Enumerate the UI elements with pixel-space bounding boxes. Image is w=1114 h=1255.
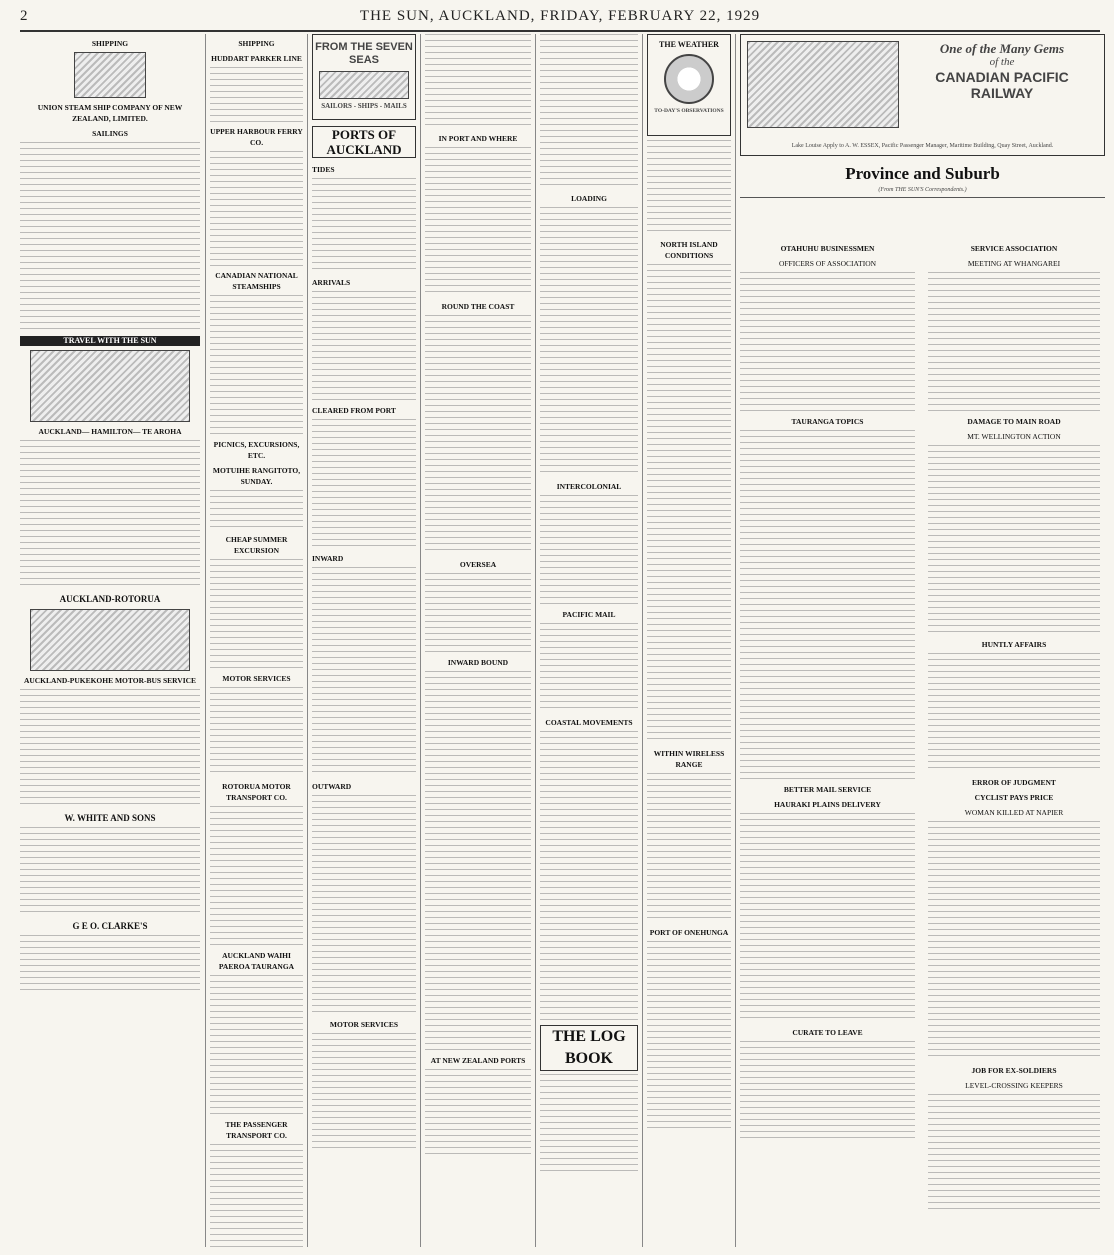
in-port-text <box>425 147 531 297</box>
column-loading <box>540 34 638 1249</box>
sailings-heading: SAILINGS <box>92 129 128 138</box>
province-left <box>740 239 915 1141</box>
pacific-mail-text <box>540 623 638 713</box>
damage-text <box>928 445 1100 635</box>
weather-heading: THE WEATHER <box>659 40 719 49</box>
rotorua-transport-heading: ROTORUA MOTOR TRANSPORT CO. <box>222 782 291 802</box>
harbour-heading: UPPER HARBOUR FERRY CO. <box>210 127 303 147</box>
tauranga-text <box>740 430 915 610</box>
column-shipping-1 <box>20 34 200 1249</box>
cnr-text <box>210 295 303 435</box>
wireless-text <box>647 773 731 923</box>
province-heading: Province and Suburb <box>845 164 1000 183</box>
barometer-icon <box>664 54 714 104</box>
bus-illustration <box>30 609 190 671</box>
level-heading: LEVEL-CROSSING KEEPERS <box>965 1081 1063 1090</box>
banner-subtitle: SAILORS - SHIPS - MAILS <box>321 102 407 110</box>
tides-heading: TIDES <box>312 165 335 174</box>
masthead-title: THE SUN, AUCKLAND, FRIDAY, FEBRUARY 22, 1929 <box>359 8 761 24</box>
section-heading: SHIPPING <box>91 39 129 48</box>
top-text <box>540 34 638 189</box>
clarke-text <box>20 935 200 995</box>
log-book-heading: THE LOG BOOK <box>540 1025 638 1071</box>
intercolonial-text <box>540 495 638 605</box>
loading-text <box>540 207 638 477</box>
better-mail-heading: BETTER MAIL SERVICE <box>783 785 872 794</box>
page-number: 2 <box>20 8 28 24</box>
inward-heading: INWARD <box>312 554 344 563</box>
otahuhu-heading: OTAHUHU BUSINESSMEN <box>780 244 875 253</box>
ship-illustration <box>319 71 409 99</box>
column-rule <box>307 34 308 1247</box>
damage-heading: DAMAGE TO MAIN ROAD <box>967 417 1061 426</box>
in-port-heading: IN PORT AND WHERE <box>438 134 518 143</box>
auckland-hamilton-text <box>20 440 200 590</box>
log-book-text <box>540 1074 638 1174</box>
clarke-heading: G E O. CLARKE'S <box>72 921 148 932</box>
tauranga-heading: TAURANGA TOPICS <box>791 417 864 426</box>
motor-text <box>210 687 303 777</box>
huntly-heading: HUNTLY AFFAIRS <box>981 640 1047 649</box>
banner-title: FROM THE SEVEN SEAS <box>315 41 413 66</box>
sailings-text <box>20 142 200 332</box>
outward-heading: OUTWARD <box>312 782 352 791</box>
cheap-text <box>210 559 303 669</box>
picnics-heading: PICNICS, EXCURSIONS, ETC. <box>213 440 300 460</box>
column-rule <box>735 34 736 1247</box>
officers-heading: OFFICERS OF ASSOCIATION <box>778 259 877 268</box>
huddart-heading: HUDDART PARKER LINE <box>211 54 302 63</box>
inward-bound-text <box>425 671 531 1051</box>
job-heading: JOB FOR EX-SOLDIERS <box>971 1066 1057 1075</box>
motor-services-heading: MOTOR SERVICES <box>329 1020 399 1029</box>
column-rule <box>642 34 643 1247</box>
cp-headline <box>906 41 1098 101</box>
intercolonial-heading: INTERCOLONIAL <box>556 482 622 491</box>
passenger-text <box>210 1144 303 1249</box>
woman-heading: WOMAN KILLED AT NAPIER <box>964 808 1064 817</box>
cleared-heading: CLEARED FROM PORT <box>312 406 396 415</box>
pacific-mail-heading: PACIFIC MAIL <box>562 610 616 619</box>
weather-box <box>647 34 731 136</box>
rangitoto-text <box>210 490 303 530</box>
passenger-heading: THE PASSENGER TRANSPORT CO. <box>225 1120 288 1140</box>
huddart-text <box>210 67 303 122</box>
error-text <box>928 821 1100 1061</box>
oversea-text <box>425 573 531 653</box>
pukekohe-text <box>20 689 200 809</box>
column-rule <box>535 34 536 1247</box>
column-in-port <box>425 34 531 1249</box>
cp-line1: One of the Many Gems <box>939 41 1065 56</box>
column-shipping-2 <box>210 34 303 1249</box>
column-rule <box>205 34 206 1247</box>
waihi-heading: AUCKLAND WAIHI PAEROA TAURANGA <box>218 951 295 971</box>
cleared-text <box>312 419 416 549</box>
service-heading: SERVICE ASSOCIATION <box>970 244 1058 253</box>
in-port-list <box>425 34 531 129</box>
coastal-text <box>540 731 638 1021</box>
observations-heading: TO-DAY'S OBSERVATIONS <box>654 108 724 114</box>
arrivals-heading: ARRIVALS <box>312 278 351 287</box>
motor-heading: MOTOR SERVICES <box>222 674 291 683</box>
north-island-table <box>647 264 731 474</box>
cp-subtitle: Lake Louise Apply to A. W. ESSEX, Pacific Passenger Manager, Maritime Building, Quay Street, Auckland. <box>791 142 1054 149</box>
section-heading: SHIPPING <box>238 39 275 48</box>
curate-heading: CURATE TO LEAVE <box>792 1028 863 1037</box>
province-subheading: (From THE SUN'S Correspondents.) <box>878 187 967 193</box>
arrivals-text <box>312 291 416 401</box>
harbour-text <box>210 151 303 266</box>
outward-text <box>312 795 416 1015</box>
error-heading: ERROR OF JUDGMENT <box>972 778 1056 787</box>
meeting-heading: MEETING AT WHANGAREI <box>967 259 1061 268</box>
otahuhu-text <box>740 272 915 412</box>
waihi-text <box>210 975 303 1115</box>
auckland-hamilton-heading: AUCKLAND— HAMILTON— TE AROHA <box>38 427 182 437</box>
travel-ad-banner: TRAVEL WITH THE SUN <box>20 336 200 346</box>
huntly-text <box>928 653 1100 773</box>
ports-heading: PORTS OF AUCKLAND <box>312 126 416 158</box>
oversea-heading: OVERSEA <box>459 560 497 569</box>
mt-wellington-heading: MT. WELLINGTON ACTION <box>967 432 1061 441</box>
onehunga-text <box>647 941 731 1131</box>
flag-illustration <box>74 52 146 98</box>
hauraki-text <box>740 813 915 1023</box>
shipping-notes-text <box>647 474 731 744</box>
at-ports-heading: AT NEW ZEALAND PORTS <box>430 1056 526 1065</box>
at-ports-text <box>425 1069 531 1159</box>
masthead <box>20 8 1100 32</box>
cyclist-heading: CYCLIST PAYS PRICE <box>974 793 1054 802</box>
motor-services-text <box>312 1033 416 1153</box>
observations-text <box>647 140 731 235</box>
right-section <box>740 34 1105 1249</box>
column-weather <box>647 34 731 1249</box>
coastal-heading: COASTAL MOVEMENTS <box>545 718 633 727</box>
inward-bound-heading: INWARD BOUND <box>447 658 509 667</box>
white-heading: W. WHITE AND SONS <box>64 813 156 824</box>
tides-text <box>312 178 416 273</box>
column-rule <box>420 34 421 1247</box>
hotel-illustration <box>747 41 899 128</box>
loading-heading: LOADING <box>571 194 607 203</box>
cp-brand: CANADIAN PACIFIC RAILWAY <box>935 69 1069 101</box>
service-text <box>928 272 1100 412</box>
curate-text <box>740 1041 915 1141</box>
rangitoto-heading: MOTUIHE RANGITOTO, SUNDAY. <box>212 466 301 486</box>
cp-line2: of the <box>989 56 1015 68</box>
rotorua-heading: AUCKLAND-ROTORUA <box>59 594 161 605</box>
hauraki-heading: HAURAKI PLAINS DELIVERY <box>774 800 881 809</box>
cheap-heading: CHEAP SUMMER EXCURSION <box>225 535 288 555</box>
province-right <box>928 239 1100 1214</box>
column-ports <box>312 34 416 1249</box>
round-coast-heading: ROUND THE COAST <box>441 302 515 311</box>
inward-text <box>312 567 416 777</box>
canadian-pacific-ad <box>740 34 1105 156</box>
cnr-heading: CANADIAN NATIONAL STEAMSHIPS <box>215 271 298 291</box>
pukekohe-heading: AUCKLAND-PUKEKOHE MOTOR-BUS SERVICE <box>23 676 197 686</box>
province-left-text <box>740 610 915 780</box>
seven-seas-banner <box>312 34 416 120</box>
job-text <box>928 1094 1100 1214</box>
white-text <box>20 827 200 917</box>
round-coast-text <box>425 315 531 555</box>
car-illustration <box>30 350 190 422</box>
wireless-heading: WITHIN WIRELESS RANGE <box>653 749 725 769</box>
rotorua-transport-text <box>210 806 303 946</box>
usco-heading: UNION STEAM SHIP COMPANY OF NEW ZEALAND, LIMITED. <box>37 103 183 123</box>
onehunga-heading: PORT OF ONEHUNGA <box>649 928 729 937</box>
north-island-heading: NORTH ISLAND CONDITIONS <box>660 240 718 260</box>
